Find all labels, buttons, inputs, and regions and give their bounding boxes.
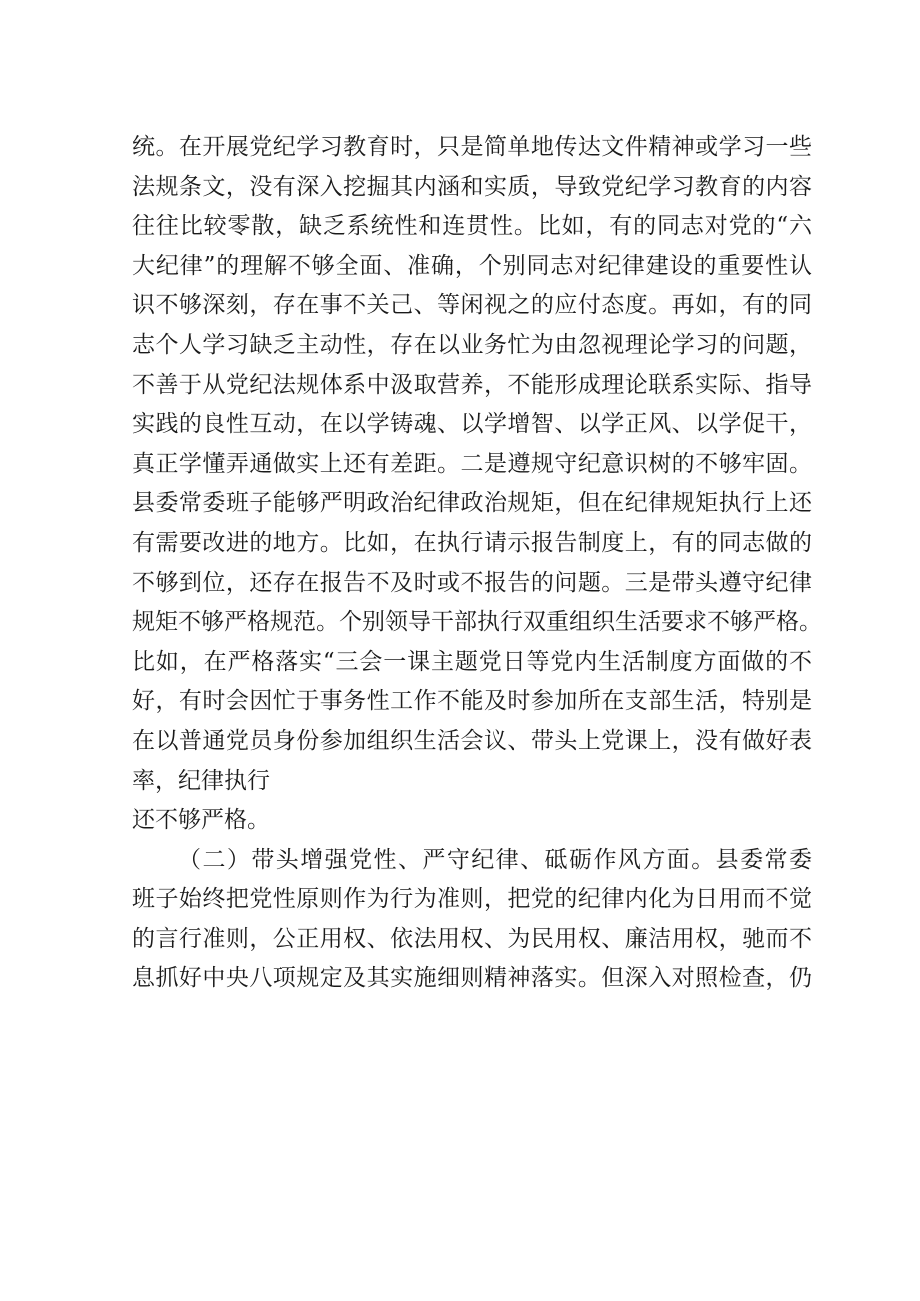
paragraph-party-spirit-section — [132, 841, 812, 999]
text-line: 县委常委班子能够严明政治纪律政治规矩，但在纪律规矩执行上还 — [132, 490, 812, 517]
document-body — [132, 128, 822, 999]
text-line: 率，纪律执行 — [132, 767, 270, 794]
text-line: 不善于从党纪法规体系中汲取营养，不能形成理论联系实际、指导 — [132, 371, 812, 398]
text-line: 往往比较零散，缺乏系统性和连贯性。比如，有的同志对党的“六 — [132, 213, 812, 240]
text-line: 比如，在严格落实“三会一课主题党日等党内生活制度方面做的不 — [132, 648, 812, 675]
text-line: 在以普通党员身份参加组织生活会议、带头上党课上，没有做好表 — [132, 727, 812, 754]
text-line: 好，有时会因忙于事务性工作不能及时参加所在支部生活，特别是 — [132, 688, 812, 715]
text-line: 的言行准则，公正用权、依法用权、为民用权、廉洁用权，驰而不 — [132, 925, 812, 952]
text-line: 志个人学习缺乏主动性，存在以业务忙为由忽视理论学习的问题， — [132, 331, 812, 358]
text-line: 息抓好中央八项规定及其实施细则精神落实。但深入对照检查，仍 — [132, 965, 812, 992]
text-line: 还不够严格。 — [132, 807, 270, 834]
section-heading-line: （二）带头增强党性、严守纪律、砥砺作风方面。县委常委 — [178, 846, 812, 873]
text-line: 大纪律”的理解不够全面、准确，个别同志对纪律建设的重要性认 — [132, 252, 812, 279]
text-line: 真正学懂弄通做实上还有差距。二是遵规守纪意识树的不够牢固。 — [132, 450, 812, 477]
paragraph-discipline-study — [132, 128, 822, 841]
text-line: 班子始终把党性原则作为行为准则，把党的纪律内化为日用而不觉 — [132, 886, 812, 913]
text-line: 识不够深刻，存在事不关己、等闲视之的应付态度。再如，有的同 — [132, 292, 812, 319]
text-line: 有需要改进的地方。比如，在执行请示报告制度上，有的同志做的 — [132, 529, 812, 556]
text-line: 法规条文，没有深入挖掘其内涵和实质，导致党纪学习教育的内容 — [132, 173, 812, 200]
text-line: 规矩不够严格规范。个别领导干部执行双重组织生活要求不够严格。 — [132, 609, 822, 636]
text-line: 统。在开展党纪学习教育时，只是简单地传达文件精神或学习一些 — [132, 134, 812, 160]
text-line: 不够到位，还存在报告不及时或不报告的问题。三是带头遵守纪律 — [132, 569, 812, 596]
text-line: 实践的良性互动，在以学铸魂、以学增智、以学正风、以学促干， — [132, 411, 812, 438]
